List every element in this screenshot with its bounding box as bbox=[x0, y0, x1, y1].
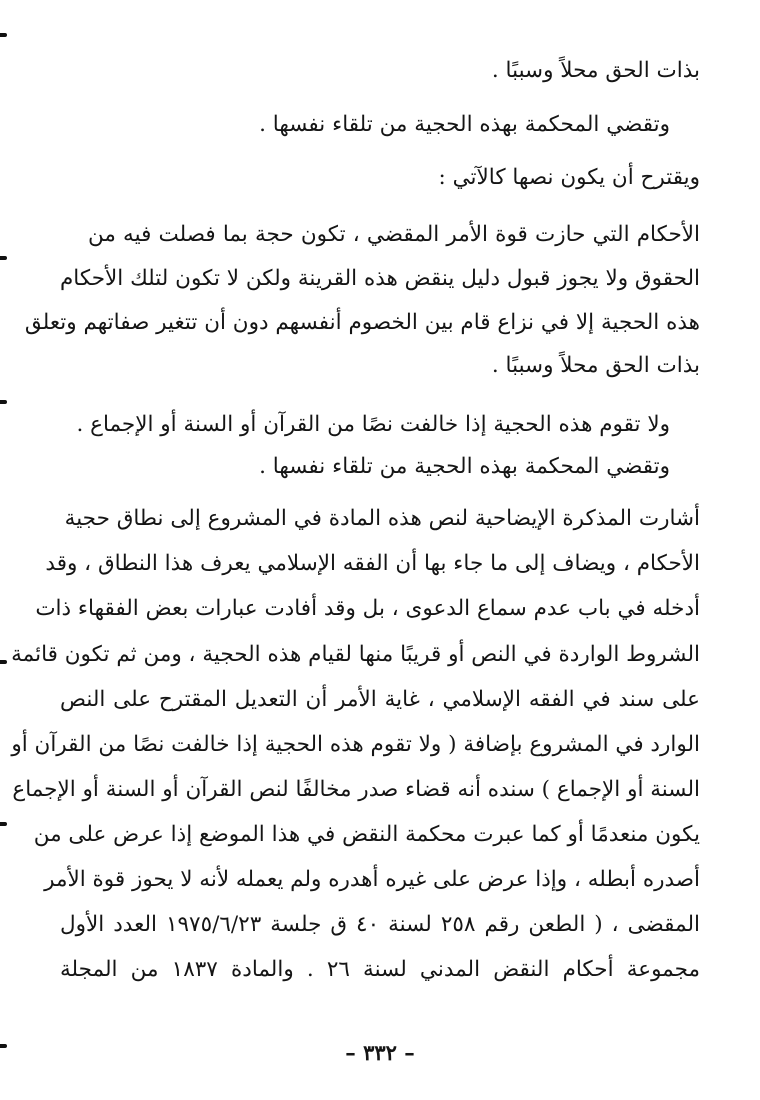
text-line: بذات الحق محلاً وسببًا . bbox=[491, 58, 700, 83]
page-number: – ٣٣٢ – bbox=[345, 1040, 415, 1065]
text-line: الأحكام التي حازت قوة الأمر المقضي ، تكون حجة بما فصلت فيه من bbox=[88, 222, 700, 247]
text-line: الأحكام ، ويضاف إلى ما جاء بها أن الفقه الإسلامي يعرف هذا النطاق ، وقد bbox=[45, 551, 700, 576]
text-line: مجموعة أحكام النقض المدني لسنة ٢٦ . والمادة ١٨٣٧ من المجلة bbox=[60, 957, 700, 982]
margin-mark bbox=[0, 660, 7, 664]
text-line: الشروط الواردة في النص أو قريبًا منها لقيام هذه الحجية ، ومن ثم تكون قائمة bbox=[11, 642, 700, 667]
text-line: على سند في الفقه الإسلامي ، غاية الأمر أن التعديل المقترح على النص bbox=[60, 687, 700, 712]
text-line: المقضى ، ( الطعن رقم ٢٥٨ لسنة ٤٠ ق جلسة ١٩٧٥/٦/٢٣ العدد الأول bbox=[60, 912, 700, 937]
text-line: وتقضي المحكمة بهذه الحجية من تلقاء نفسها . bbox=[259, 112, 670, 137]
text-line: ويقترح أن يكون نصها كالآتي : bbox=[438, 165, 700, 190]
text-line: وتقضي المحكمة بهذه الحجية من تلقاء نفسها . bbox=[259, 454, 670, 479]
text-line: هذه الحجية إلا في نزاع قام بين الخصوم أنفسهم دون أن تتغير صفاتهم وتعلق bbox=[24, 310, 700, 335]
margin-mark bbox=[0, 400, 7, 404]
margin-mark bbox=[0, 822, 7, 826]
text-line: يكون منعدمًا أو كما عبرت محكمة النقض في هذا الموضع إذا عرض على من bbox=[33, 822, 700, 847]
text-line: ولا تقوم هذه الحجية إذا خالفت نصًا من القرآن أو السنة أو الإجماع . bbox=[76, 412, 670, 437]
text-line: الحقوق ولا يجوز قبول دليل ينقض هذه القرينة ولكن لا تكون لتلك الأحكام bbox=[59, 266, 700, 291]
text-line: الوارد في المشروع بإضافة ( ولا تقوم هذه الحجية إذا خالفت نصًا من القرآن أو bbox=[11, 732, 700, 757]
text-line: أشارت المذكرة الإيضاحية لنص هذه المادة في المشروع إلى نطاق حجية bbox=[64, 506, 700, 531]
text-line: السنة أو الإجماع ) سنده أنه قضاء صدر مخالفًا لنص القرآن أو السنة أو الإجماع bbox=[12, 777, 700, 802]
text-line: أصدره أبطله ، وإذا عرض على غيره أهدره ولم يعمله لأنه لا يحوز قوة الأمر bbox=[44, 867, 700, 892]
text-line: أدخله في باب عدم سماع الدعوى ، بل وقد أفادت عبارات بعض الفقهاء ذات bbox=[35, 596, 700, 621]
margin-mark bbox=[0, 256, 7, 260]
margin-mark bbox=[0, 33, 7, 37]
text-line: بذات الحق محلاً وسببًا . bbox=[491, 353, 700, 378]
